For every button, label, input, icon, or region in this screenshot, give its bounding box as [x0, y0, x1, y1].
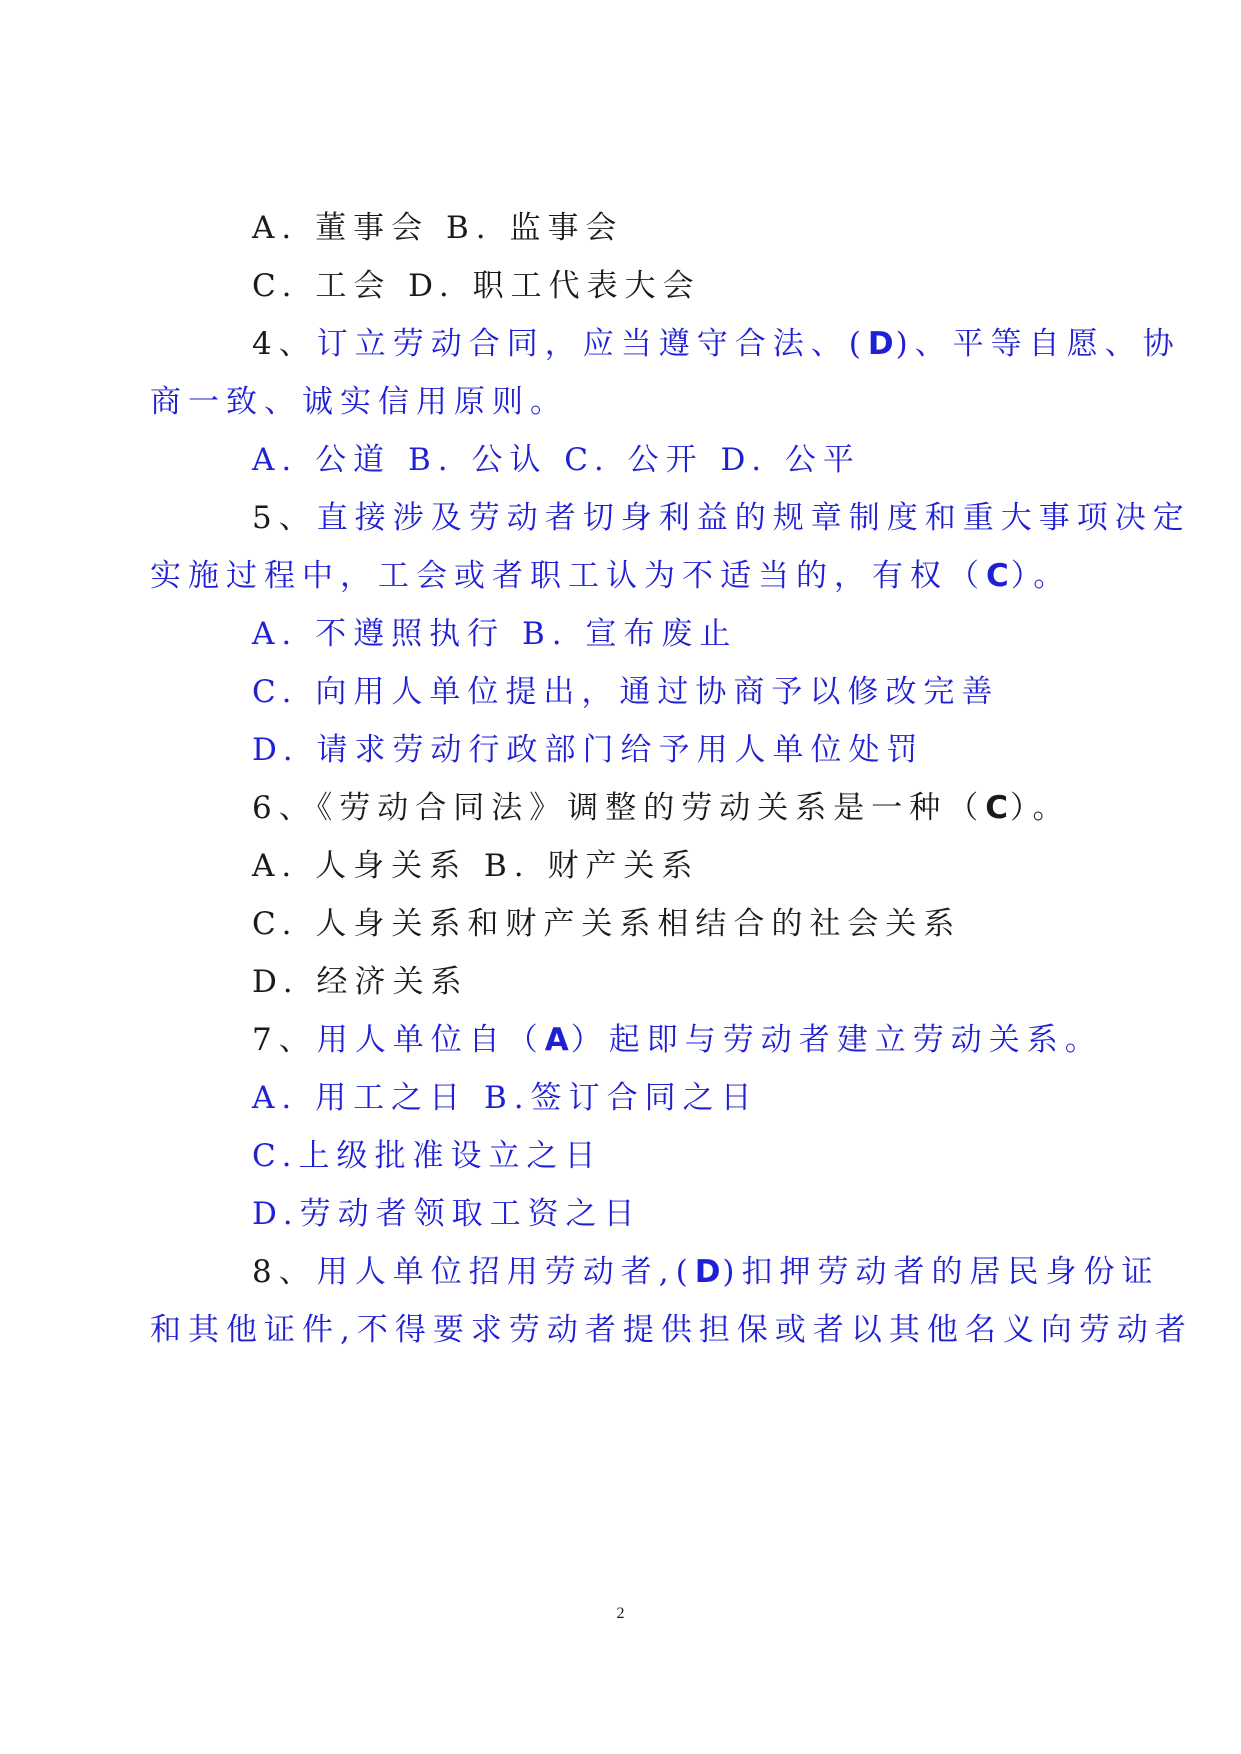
- question-text: 和其他证件,不得要求劳动者提供担保或者以其他名义向劳动者: [150, 1312, 1193, 1348]
- option-text: A. 用工之日 B.签订合同之日: [252, 1080, 759, 1116]
- question-5-stem-line-2: [150, 556, 1071, 596]
- option-text: A. 董事会 B. 监事会: [252, 210, 624, 246]
- q6-option-d: [252, 962, 468, 1002]
- question-7-stem: [252, 1020, 1103, 1060]
- question-text: 用人单位自（: [316, 1022, 545, 1058]
- question-text: )、平等自愿、协: [895, 326, 1181, 362]
- answer-letter: A: [544, 1022, 571, 1058]
- question-text: ）起即与劳动者建立劳动关系。: [570, 1022, 1103, 1058]
- option-text: C. 工会 D. 职工代表大会: [252, 268, 701, 304]
- q7-option-d: [252, 1194, 642, 1234]
- option-text: A. 不遵照执行 B. 宣布废止: [252, 616, 738, 652]
- question-text: 实施过程中，工会或者职工认为不适当的，有权（: [150, 558, 986, 594]
- answer-letter: C: [986, 558, 1011, 594]
- option-text: C. 人身关系和财产关系相结合的社会关系: [252, 906, 962, 942]
- question-8-stem-line-2: [150, 1310, 1193, 1350]
- q5-option-c: [252, 672, 999, 712]
- question-text: 用人单位招用劳动者,(: [316, 1254, 695, 1290]
- question-6-stem: [252, 788, 1071, 828]
- question-text: 订立劳动合同，应当遵守合法、(: [316, 326, 868, 362]
- option-text: C. 向用人单位提出，通过协商予以修改完善: [252, 674, 1000, 710]
- question-4-stem-line-2: [150, 382, 568, 422]
- question-4-stem-line-1: [252, 324, 1181, 364]
- page-number: 2: [616, 1605, 625, 1622]
- question-number: 4、: [252, 326, 317, 362]
- option-text: D. 请求劳动行政部门给予用人单位处罚: [252, 732, 925, 768]
- question-text: )扣押劳动者的居民身份证: [722, 1254, 1160, 1290]
- option-text: A. 人身关系 B. 财产关系: [252, 848, 700, 884]
- q3-option-ab: [252, 208, 623, 248]
- question-5-stem-line-1: [252, 498, 1191, 538]
- question-text: 直接涉及劳动者切身利益的规章制度和重大事项决定: [316, 500, 1191, 536]
- question-number: 8、: [252, 1254, 317, 1290]
- question-number: 5、: [252, 500, 317, 536]
- q7-option-ab: [252, 1078, 759, 1118]
- q6-option-c: [252, 904, 961, 944]
- question-text: 商一致、诚实信用原则。: [150, 384, 568, 420]
- q3-option-cd: [252, 266, 701, 306]
- answer-letter: D: [867, 326, 896, 362]
- q7-option-c: [252, 1136, 602, 1176]
- option-text: D. 经济关系: [252, 964, 469, 1000]
- q4-options: [252, 440, 861, 480]
- question-text: ）。: [1010, 558, 1072, 594]
- answer-letter: D: [694, 1254, 723, 1290]
- q5-option-d: [252, 730, 924, 770]
- answer-letter: C: [985, 790, 1010, 826]
- option-text: A. 公道 B. 公认 C. 公开 D. 公平: [252, 442, 861, 478]
- question-number: 7、: [252, 1022, 317, 1058]
- q6-option-ab: [252, 846, 699, 886]
- option-text: D.劳动者领取工资之日: [252, 1196, 642, 1232]
- question-8-stem-line-1: [252, 1252, 1160, 1292]
- question-text: 6、《劳动合同法》调整的劳动关系是一种（: [252, 790, 986, 826]
- option-text: C.上级批准设立之日: [252, 1138, 603, 1174]
- question-text: ）。: [1010, 790, 1071, 826]
- q5-option-ab: [252, 614, 737, 654]
